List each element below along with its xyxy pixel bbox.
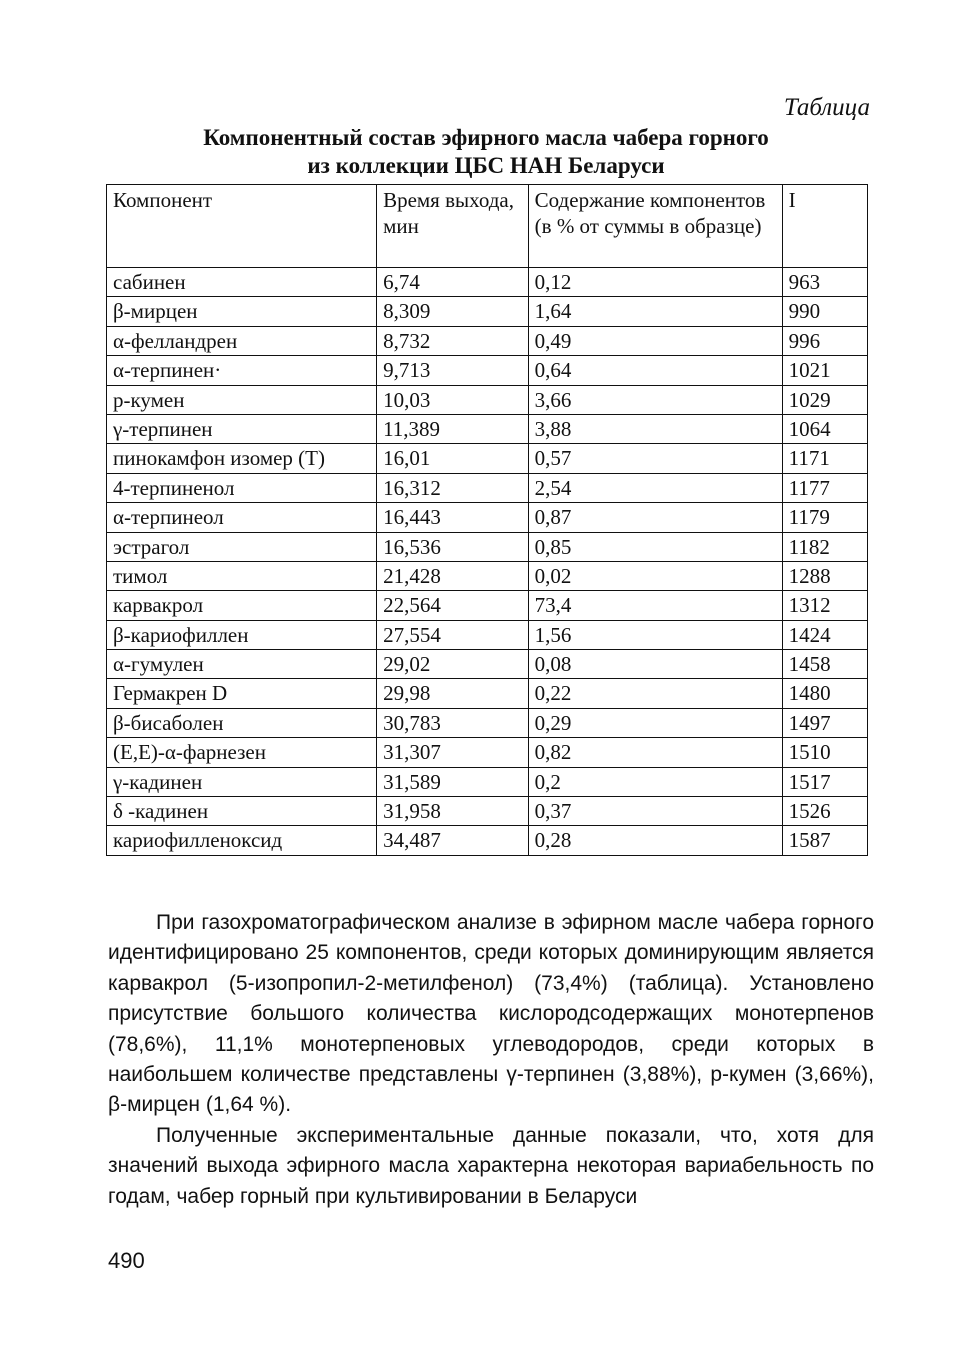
- cell-component: δ -кадинен: [107, 797, 377, 826]
- cell-retention-index: 1029: [782, 385, 867, 414]
- cell-retention-time: 16,312: [377, 473, 529, 502]
- cell-retention-time: 22,564: [377, 591, 529, 620]
- cell-content-percent: 0,22: [528, 679, 782, 708]
- paragraph-2: Полученные экспериментальные данные показали, что, хотя для значений выхода эфирного масла характерна некоторая вариабельность по годам, чабер горный при культивировании в Беларуси: [108, 1123, 874, 1208]
- table-row: [107, 297, 868, 326]
- table-row: [107, 591, 868, 620]
- cell-retention-index: 1424: [782, 620, 867, 649]
- table-body: [107, 268, 868, 856]
- cell-retention-index: 1510: [782, 738, 867, 767]
- cell-retention-time: 27,554: [377, 620, 529, 649]
- table-row: [107, 503, 868, 532]
- table-row: [107, 532, 868, 561]
- cell-content-percent: 3,66: [528, 385, 782, 414]
- cell-retention-time: 16,443: [377, 503, 529, 532]
- cell-retention-index: 1064: [782, 414, 867, 443]
- cell-component: (Е,Е)-α-фарнезен: [107, 738, 377, 767]
- table-row: [107, 385, 868, 414]
- table-row: [107, 679, 868, 708]
- cell-retention-index: 1021: [782, 356, 867, 385]
- table-row: [107, 414, 868, 443]
- cell-component: карвакрол: [107, 591, 377, 620]
- cell-retention-index: 1480: [782, 679, 867, 708]
- cell-retention-time: 10,03: [377, 385, 529, 414]
- cell-component: пинокамфон изомер (Т): [107, 444, 377, 473]
- cell-content-percent: 2,54: [528, 473, 782, 502]
- cell-retention-index: 1497: [782, 708, 867, 737]
- table-row: [107, 738, 868, 767]
- cell-retention-time: 34,487: [377, 826, 529, 855]
- cell-content-percent: 0,08: [528, 650, 782, 679]
- header-content-percent: Содержание компонентов (в % от суммы в образце): [528, 185, 782, 268]
- cell-retention-time: 6,74: [377, 268, 529, 297]
- cell-component: сабинен: [107, 268, 377, 297]
- cell-component: β-мирцен: [107, 297, 377, 326]
- table-row: [107, 620, 868, 649]
- cell-content-percent: 0,28: [528, 826, 782, 855]
- cell-component: р-кумен: [107, 385, 377, 414]
- cell-content-percent: 3,88: [528, 414, 782, 443]
- cell-retention-time: 29,98: [377, 679, 529, 708]
- cell-content-percent: 1,64: [528, 297, 782, 326]
- cell-retention-time: 31,589: [377, 767, 529, 796]
- table-row: [107, 268, 868, 297]
- cell-retention-index: 990: [782, 297, 867, 326]
- cell-content-percent: 0,2: [528, 767, 782, 796]
- cell-retention-time: 31,958: [377, 797, 529, 826]
- cell-retention-time: 16,536: [377, 532, 529, 561]
- cell-retention-index: 1517: [782, 767, 867, 796]
- cell-content-percent: 0,37: [528, 797, 782, 826]
- cell-content-percent: 0,87: [528, 503, 782, 532]
- cell-component: α-терпинеол: [107, 503, 377, 532]
- body-text: [108, 908, 874, 1212]
- table-title-line-1: Компонентный состав эфирного масла чабера горного: [203, 125, 769, 150]
- cell-retention-index: 1171: [782, 444, 867, 473]
- cell-content-percent: 0,85: [528, 532, 782, 561]
- cell-retention-index: 1288: [782, 561, 867, 590]
- table-row: [107, 826, 868, 855]
- table-row: [107, 326, 868, 355]
- cell-content-percent: 0,29: [528, 708, 782, 737]
- table-row: [107, 797, 868, 826]
- header-component: Компонент: [107, 185, 377, 268]
- table-row: [107, 561, 868, 590]
- header-retention-index: I: [782, 185, 867, 268]
- cell-retention-index: 1312: [782, 591, 867, 620]
- cell-component: α-гумулен: [107, 650, 377, 679]
- cell-content-percent: 1,56: [528, 620, 782, 649]
- table-row: [107, 444, 868, 473]
- table-header-row: [107, 185, 868, 268]
- cell-component: α-терпинен·: [107, 356, 377, 385]
- cell-content-percent: 0,49: [528, 326, 782, 355]
- table-row: [107, 650, 868, 679]
- cell-component: γ-кадинен: [107, 767, 377, 796]
- table-row: [107, 767, 868, 796]
- cell-retention-index: 1458: [782, 650, 867, 679]
- paragraph-1: При газохроматографическом анализе в эфирном масле чабера горного идентифицировано 25 компонентов, среди которых доминирующим является карвакрол (5-изопропил-2-метилфенол) (73,4%) (таблица). Установлено присутствие большого количества кислородсодержащих монотерпенов (78,6%), 11,1% монотерпеновых углеводородов, среди которых в наибольшем количестве представлены γ-терпинен (3,88%), р-кумен (3,66%), β-мирцен (1,64 %).: [108, 911, 874, 1117]
- cell-component: γ-терпинен: [107, 414, 377, 443]
- cell-retention-time: 9,713: [377, 356, 529, 385]
- table-row: [107, 708, 868, 737]
- table-title-line-2: из коллекции ЦБС НАН Беларуси: [307, 153, 665, 178]
- cell-retention-index: 1526: [782, 797, 867, 826]
- cell-retention-index: 1587: [782, 826, 867, 855]
- cell-component: тимол: [107, 561, 377, 590]
- cell-retention-index: 996: [782, 326, 867, 355]
- cell-retention-index: 963: [782, 268, 867, 297]
- cell-component: β-бисаболен: [107, 708, 377, 737]
- page-number: 490: [108, 1248, 145, 1273]
- cell-component: β-кариофиллен: [107, 620, 377, 649]
- cell-content-percent: 0,12: [528, 268, 782, 297]
- cell-component: Гермакрен D: [107, 679, 377, 708]
- table-row: [107, 356, 868, 385]
- cell-content-percent: 0,82: [528, 738, 782, 767]
- cell-retention-time: 8,309: [377, 297, 529, 326]
- cell-retention-index: 1182: [782, 532, 867, 561]
- cell-retention-time: 16,01: [377, 444, 529, 473]
- cell-retention-index: 1177: [782, 473, 867, 502]
- cell-component: α-фелландрен: [107, 326, 377, 355]
- cell-content-percent: 73,4: [528, 591, 782, 620]
- table-title: [106, 124, 866, 180]
- cell-content-percent: 0,02: [528, 561, 782, 590]
- table-caption: Таблица: [783, 94, 870, 121]
- components-table: [106, 184, 868, 856]
- cell-component: кариофилленоксид: [107, 826, 377, 855]
- cell-retention-time: 8,732: [377, 326, 529, 355]
- cell-retention-time: 31,307: [377, 738, 529, 767]
- cell-retention-index: 1179: [782, 503, 867, 532]
- cell-retention-time: 11,389: [377, 414, 529, 443]
- cell-content-percent: 0,57: [528, 444, 782, 473]
- cell-retention-time: 21,428: [377, 561, 529, 590]
- cell-retention-time: 29,02: [377, 650, 529, 679]
- cell-component: 4-терпиненол: [107, 473, 377, 502]
- header-retention-time: Время выхода, мин: [377, 185, 529, 268]
- cell-content-percent: 0,64: [528, 356, 782, 385]
- cell-retention-time: 30,783: [377, 708, 529, 737]
- table-row: [107, 473, 868, 502]
- cell-component: эстрагол: [107, 532, 377, 561]
